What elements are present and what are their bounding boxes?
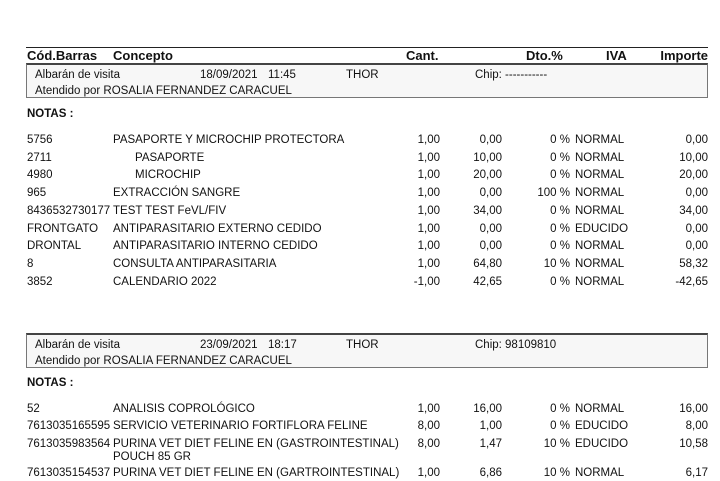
notas-label: NOTAS : <box>27 377 74 389</box>
item-row <box>0 221 720 237</box>
item-dto: 0 % <box>550 276 570 288</box>
visit-chip: Chip: ----------- <box>475 69 548 81</box>
item-qty: 8,00 <box>417 420 440 432</box>
item-importe: 10,58 <box>679 438 708 450</box>
item-price: 0,00 <box>479 223 502 235</box>
item-qty: 8,00 <box>417 438 440 450</box>
visit-vet: THOR <box>346 69 379 81</box>
visit-box <box>26 333 708 368</box>
item-code: 7613035983564 <box>27 438 111 450</box>
item-code: 3852 <box>27 276 53 288</box>
item-row <box>0 256 720 272</box>
item-price: 0,00 <box>479 187 502 199</box>
item-concept: PURINA VET DIET FELINE EN (GASTROINTESTINAL) <box>113 438 399 450</box>
item-qty: 1,00 <box>417 169 440 181</box>
item-iva: NORMAL <box>575 240 625 252</box>
item-code: 2711 <box>27 152 52 164</box>
visit-chip: Chip: 98109810 <box>475 339 557 351</box>
header-concepto: Concepto <box>113 48 173 63</box>
item-concept: ANTIPARASITARIO EXTERNO CEDIDO <box>113 223 322 235</box>
item-iva: NORMAL <box>575 187 625 199</box>
item-iva: NORMAL <box>575 276 625 288</box>
visit-box <box>26 63 708 98</box>
item-importe: 20,00 <box>679 169 708 181</box>
visit-date: 23/09/2021 <box>200 339 258 351</box>
item-dto: 0 % <box>550 152 570 164</box>
item-iva: EDUCIDO <box>575 223 629 235</box>
item-importe: 0,00 <box>685 240 708 252</box>
item-importe: 8,00 <box>685 420 708 432</box>
header-codigo: Cód.Barras <box>27 48 98 63</box>
item-concept: EXTRACCIÓN SANGRE <box>113 187 241 199</box>
item-code: 8 <box>27 258 34 270</box>
item-dto: 0 % <box>550 240 570 252</box>
column-header <box>26 47 708 64</box>
item-code: DRONTAL <box>27 240 82 252</box>
item-concept: CONSULTA ANTIPARASITARIA <box>113 258 277 270</box>
item-price: 6,86 <box>479 467 502 479</box>
visit-date: 18/09/2021 <box>200 69 258 81</box>
item-iva: NORMAL <box>575 134 625 146</box>
item-concept: PASAPORTE <box>135 152 205 164</box>
header-iva: IVA <box>606 48 627 63</box>
notas-label: NOTAS : <box>27 108 74 120</box>
item-iva: NORMAL <box>575 152 625 164</box>
item-qty: 1,00 <box>417 403 440 415</box>
item-dto: 10 % <box>543 467 570 479</box>
item-iva: EDUCIDO <box>575 438 629 450</box>
item-row <box>0 238 720 254</box>
item-importe: 34,00 <box>679 205 708 217</box>
item-price: 1,47 <box>479 438 502 450</box>
item-iva: NORMAL <box>575 205 625 217</box>
item-importe: 0,00 <box>685 134 708 146</box>
item-importe: 0,00 <box>685 187 708 199</box>
item-price: 64,80 <box>473 258 502 270</box>
item-code: 8436532730177 <box>27 205 111 217</box>
item-qty: 1,00 <box>417 467 440 479</box>
item-concept: TEST TEST FeVL/FIV <box>113 205 227 217</box>
item-row <box>0 185 720 201</box>
item-iva: NORMAL <box>575 467 625 479</box>
item-qty: 1,00 <box>417 187 440 199</box>
item-price: 0,00 <box>479 240 502 252</box>
item-code: 4980 <box>27 169 53 181</box>
item-row <box>0 167 720 183</box>
item-price: 10,00 <box>473 152 502 164</box>
visit-attended: Atendido por ROSALIA FERNANDEZ CARACUEL <box>35 355 292 367</box>
item-concept: ANALISIS COPROLÓGICO <box>113 403 255 415</box>
item-code: 7613035165595 <box>27 420 111 432</box>
header-importe: Importe <box>660 48 708 63</box>
item-row <box>0 203 720 219</box>
item-row <box>0 150 720 166</box>
item-qty: 1,00 <box>417 223 440 235</box>
item-dto: 0 % <box>550 205 570 217</box>
item-dto: 0 % <box>550 223 570 235</box>
item-iva: NORMAL <box>575 169 625 181</box>
item-importe: 16,00 <box>679 403 708 415</box>
item-importe: -42,65 <box>675 276 708 288</box>
item-concept: MICROCHIP <box>135 169 201 181</box>
item-row <box>0 418 720 434</box>
visit-attended: Atendido por ROSALIA FERNANDEZ CARACUEL <box>35 85 292 97</box>
item-row <box>0 132 720 148</box>
item-price: 42,65 <box>473 276 502 288</box>
visit-albaran: Albarán de visita <box>35 69 121 81</box>
item-dto: 100 % <box>537 187 570 199</box>
item-qty: 1,00 <box>417 152 440 164</box>
item-importe: 6,17 <box>685 467 708 479</box>
item-qty: 1,00 <box>417 258 440 270</box>
item-dto: 0 % <box>550 169 570 181</box>
item-dto: 0 % <box>550 403 570 415</box>
header-dto: Dto.% <box>526 48 563 63</box>
visit-time: 11:45 <box>268 69 296 81</box>
item-iva: NORMAL <box>575 258 625 270</box>
item-dto: 0 % <box>550 134 570 146</box>
item-dto: 0 % <box>550 420 570 432</box>
visit-time: 18:17 <box>268 339 297 351</box>
item-concept: PURINA VET DIET FELINE EN (GARTROINTESTINAL) <box>113 467 400 479</box>
item-dto: 10 % <box>543 438 570 450</box>
item-importe: 58,32 <box>679 258 708 270</box>
item-row <box>0 436 720 463</box>
item-code: 52 <box>27 403 40 415</box>
item-row <box>0 274 720 290</box>
item-qty: -1,00 <box>413 276 440 288</box>
item-qty: 1,00 <box>417 205 440 217</box>
item-iva: NORMAL <box>575 403 625 415</box>
item-iva: EDUCIDO <box>575 420 629 432</box>
item-concept-line2: POUCH 85 GR <box>113 451 191 463</box>
item-code: 5756 <box>27 134 53 146</box>
item-concept: ANTIPARASITARIO INTERNO CEDIDO <box>113 240 318 252</box>
item-price: 16,00 <box>473 403 502 415</box>
item-dto: 10 % <box>543 258 570 270</box>
item-row <box>0 465 720 481</box>
item-qty: 1,00 <box>417 134 440 146</box>
item-price: 20,00 <box>473 169 502 181</box>
item-importe: 0,00 <box>685 223 708 235</box>
item-price: 1,00 <box>479 420 502 432</box>
visit-vet: THOR <box>346 339 379 351</box>
item-price: 0,00 <box>479 134 502 146</box>
item-concept: PASAPORTE Y MICROCHIP PROTECTORA <box>113 134 345 146</box>
item-code: 7613035154537 <box>27 467 111 479</box>
item-code: 965 <box>27 187 47 199</box>
item-concept: CALENDARIO 2022 <box>113 276 217 288</box>
visit-albaran: Albarán de visita <box>35 339 121 351</box>
item-importe: 10,00 <box>679 152 708 164</box>
item-qty: 1,00 <box>417 240 440 252</box>
header-cant: Cant. <box>406 48 439 63</box>
item-code: FRONTGATO <box>27 223 99 235</box>
item-price: 34,00 <box>473 205 502 217</box>
item-concept: SERVICIO VETERINARIO FORTIFLORA FELINE <box>113 420 368 432</box>
item-row <box>0 401 720 417</box>
